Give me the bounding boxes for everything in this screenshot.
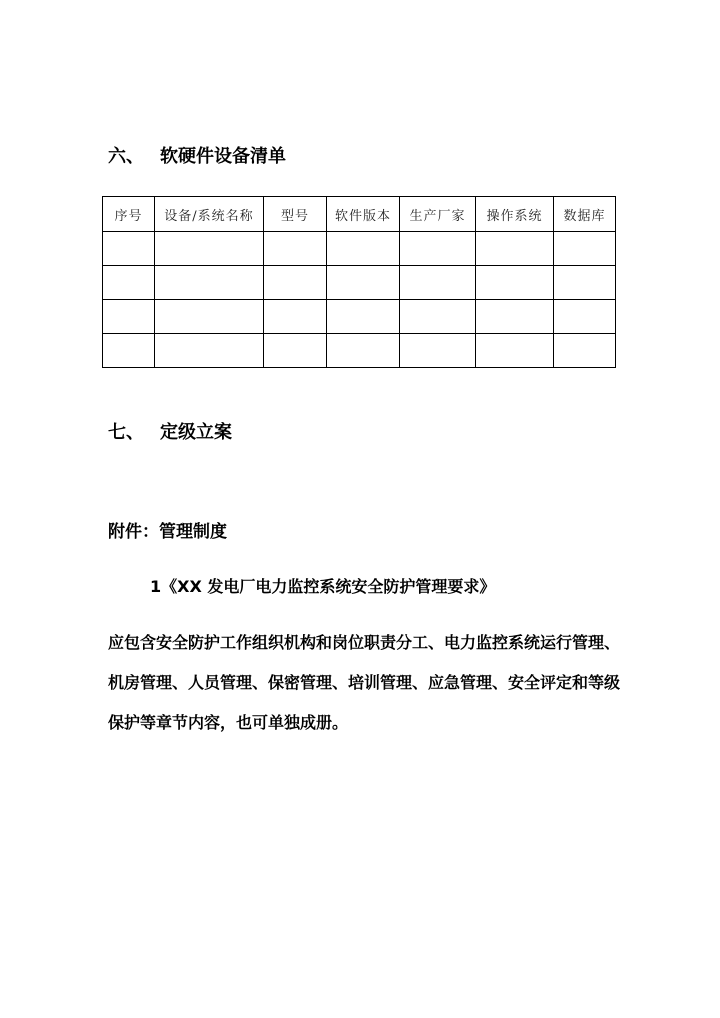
table-cell <box>103 266 155 300</box>
table-row <box>103 334 616 368</box>
table-cell <box>155 232 264 266</box>
table-row <box>103 300 616 334</box>
column-header-manufacturer: 生产厂家 <box>400 197 476 232</box>
section-7-heading <box>108 424 232 442</box>
table-cell <box>476 300 554 334</box>
appendix-item-1-body: 应包含安全防护工作组织机构和岗位职责分工、电力监控系统运行管理、机房管理、人员管理、保密管理、培训管理、应急管理、安全评定和等级保护等章节内容，也可单独成册。 <box>108 633 621 732</box>
table-cell <box>327 334 400 368</box>
table-cell <box>554 266 616 300</box>
table-cell <box>554 334 616 368</box>
section-6-title: 软硬件设备清单 <box>160 146 286 167</box>
table-cell <box>264 232 327 266</box>
table-cell <box>400 232 476 266</box>
table-cell <box>155 300 264 334</box>
table-cell <box>264 334 327 368</box>
appendix-item-1-title: 1《XX 发电厂电力监控系统安全防护管理要求》 <box>150 577 496 596</box>
table-cell <box>103 334 155 368</box>
column-header-software-version: 软件版本 <box>327 197 400 232</box>
column-header-device-name: 设备/系统名称 <box>155 197 264 232</box>
table-cell <box>400 266 476 300</box>
table-cell <box>103 300 155 334</box>
table-cell <box>264 266 327 300</box>
section-6-heading <box>108 148 286 166</box>
table-row <box>103 266 616 300</box>
table-cell <box>476 232 554 266</box>
table-cell <box>103 232 155 266</box>
table-cell <box>155 334 264 368</box>
table-cell <box>327 232 400 266</box>
table-cell <box>554 232 616 266</box>
table-cell <box>476 266 554 300</box>
section-6-number: 六、 <box>108 146 144 167</box>
table-cell <box>327 266 400 300</box>
table-cell <box>554 300 616 334</box>
table-cell <box>264 300 327 334</box>
equipment-table <box>102 196 616 368</box>
table-cell <box>476 334 554 368</box>
table-cell <box>400 300 476 334</box>
table-cell <box>327 300 400 334</box>
section-7-title: 定级立案 <box>160 422 232 443</box>
column-header-model: 型号 <box>264 197 327 232</box>
table-header-row <box>103 197 616 232</box>
column-header-index: 序号 <box>103 197 155 232</box>
section-7-number: 七、 <box>108 422 144 443</box>
table-cell <box>400 334 476 368</box>
column-header-database: 数据库 <box>554 197 616 232</box>
column-header-operating-system: 操作系统 <box>476 197 554 232</box>
table-row <box>103 232 616 266</box>
appendix-heading: 附件：管理制度 <box>108 522 227 542</box>
table-cell <box>155 266 264 300</box>
